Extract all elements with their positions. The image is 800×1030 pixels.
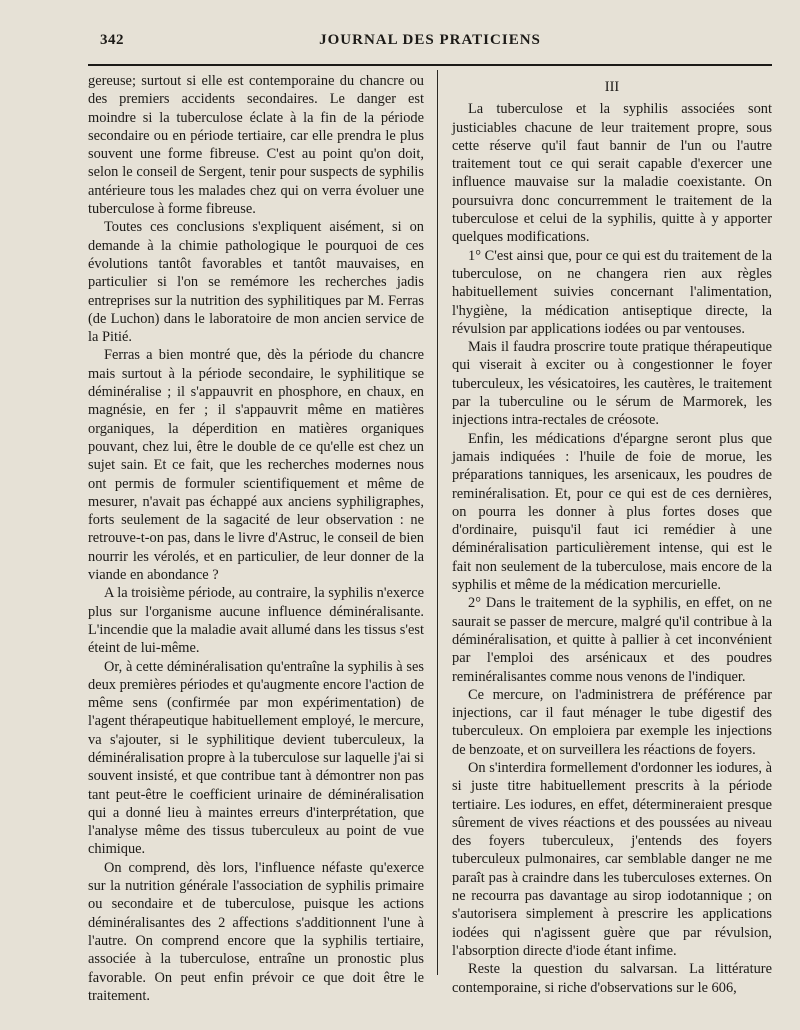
right-column xyxy=(452,72,772,997)
paragraph: gereuse; surtout si elle est contemporaine du chancre ou des premiers accidents secondaires. Le danger est moindre si la tuberculose éclate à la fin de la période secondaire ou en période tertiaire, car elle prendra le plus souvent une forme fibreuse. C'est au point qu'on doit, selon le conseil de Sergent, tenir pour suspects de syphilis antérieure tous les malades chez qui on verra évoluer une tuberculose à forme fibreuse. xyxy=(88,73,424,218)
section-numeral: III xyxy=(604,79,620,95)
page-header xyxy=(88,30,772,56)
paragraph: On comprend, dès lors, l'influence néfaste qu'exerce sur la nutrition générale l'association de syphilis primaire ou secondaire et de tuberculose, puisque les actions déminéralisantes des 2 affections s'additionnent l'une à l'autre. On comprend encore que la syphilis tertiaire, associée à la tuberculose, entraîne un pronostic plus favorable. On peut enfin prévoir ce que doit être le traitement. xyxy=(88,859,424,1004)
page-number: 342 xyxy=(100,32,124,48)
paragraph: A la troisième période, au contraire, la syphilis n'exerce plus sur l'organisme aucune influence déminéralisante. L'incendie que la maladie avait allumé dans les tissus s'est éteint de lui-même. xyxy=(88,585,424,657)
paragraph: Or, à cette déminéralisation qu'entraîne la syphilis à ses deux premières périodes et qu'augmente encore l'action de même sens (confirmée par mon expérimentation) de l'agent thérapeutique habituellement employé, le mercure, va s'ajouter, si le syphilitique devient tuberculeux, la déminéralisation propre à la tuberculose sur laquelle j'ai si souvent insisté, et que contribue tant à démontrer non pas tant peut-être le coefficient urinaire de déminéralisation qui a donné lieu à maintes erreurs d'interprétation, que l'analyse même des tissus tuberculeux au point de vue chimique. xyxy=(88,658,424,858)
paragraph: Ce mercure, on l'administrera de préférence par injections, car il faut ménager le tube digestif des tuberculeux. On emploiera par exemple les injections de benzoate, et on surveillera les réactions de foyers. xyxy=(452,686,772,758)
journal-title: JOURNAL DES PRATICIENS xyxy=(319,32,541,48)
paragraph: Mais il faudra proscrire toute pratique thérapeutique qui viserait à exciter ou à congestionner le foyer tuberculeux, les vésicatoires, les cautères, le traitement par la tuberculine ou le sérum de Marmorek, les injections intra-rectales de créosote. xyxy=(452,339,772,429)
column-divider xyxy=(437,70,438,975)
paragraph: Ferras a bien montré que, dès la période du chancre mais surtout à la période secondaire, le syphilitique se déminéralise ; il s'appauvrit en phosphore, en chaux, en magnésie, en fer ; il s'appauvrit même en matières organiques, la déperdition en matières organiques pouvant, chez lui, être le double de ce qu'elle est chez un sujet sain. Et ce fait, que les recherches modernes nous ont permis de formuler scientifiquement et même de mesurer, n'avait pas échappé aux anciens syphiligraphes, forts seulement de la sagacité de leur observation : ne retrouve-t-on pas, dans le livre d'Astruc, le conseil de bien nourrir les vérolés, et en particulier, de leur donner de la viande en abondance ? xyxy=(88,347,424,584)
paragraph: Reste la question du salvarsan. La littérature contemporaine, si riche d'observations sur le 606, xyxy=(452,961,772,996)
paragraph: La tuberculose et la syphilis associées sont justiciables chacune de leur traitement propre, sous cette réserve qu'il faut bannir de l'un ou l'autre traitement tout ce qui serait capable d'exercer une influence mauvaise sur la maladie coexistante. On poursuivra donc concurremment le traitement de la tuberculose et celui de la syphilis, quitte à y apporter quelques modifications. xyxy=(452,101,772,246)
paragraph: 1° C'est ainsi que, pour ce qui est du traitement de la tuberculose, on ne changera rien aux règles habituellement suivies concernant l'alimentation, l'hygiène, la médication antiseptique directe, la révulsion par applications iodées ou par ventouses. xyxy=(452,247,772,337)
paragraph: Enfin, les médications d'épargne seront plus que jamais indiquées : l'huile de foie de morue, les préparations tanniques, les arsenicaux, les poudres de reminéralisation. Et, pour ce qui est de ces dernières, on pourra les donner à plus fortes doses que d'ordinaire, puisqu'il faut ici remédier à une déminéralisation particulièrement intense, qui est le fait non seulement de la tuberculose, mais encore de la syphilis et même de la médication mercurielle. xyxy=(452,430,772,594)
header-rule xyxy=(88,64,772,66)
paragraph: 2° Dans le traitement de la syphilis, en effet, on ne saurait se passer de mercure, malgré qu'il contribue à la déminéralisation, et quitte à pallier à cet inconvénient par l'emploi des arsénicaux et des poudres reminéralisantes comme nous venons de l'indiquer. xyxy=(452,595,772,685)
left-column xyxy=(88,72,424,1005)
paragraph: On s'interdira formellement d'ordonner les iodures, à si juste titre habituellement prescrits à la période tertiaire. Les iodures, en effet, détermineraient presque sûrement de vives réactions et des poussées au niveau des foyers tuberculeux, j'entends des foyers tuberculeux pulmonaires, car semblable danger ne me paraît pas à craindre dans les tuberculoses externes. On ne recourra pas davantage au sirop iodotannique ; on s'autorisera simplement à prescrire les applications iodées qui n'agissent guère que par révulsion, l'absorption directe d'iode étant infime. xyxy=(452,759,772,959)
paragraph: Toutes ces conclusions s'expliquent aisément, si on demande à la chimie pathologique le pourquoi de ces évolutions tantôt favorables et tantôt mauvaises, en particulier si l'on se remémore les recherches jadis entreprises sur la nutrition des syphilitiques par M. Ferras (de Luchon) dans le laboratoire de mon ancien service de la Pitié. xyxy=(88,219,424,346)
